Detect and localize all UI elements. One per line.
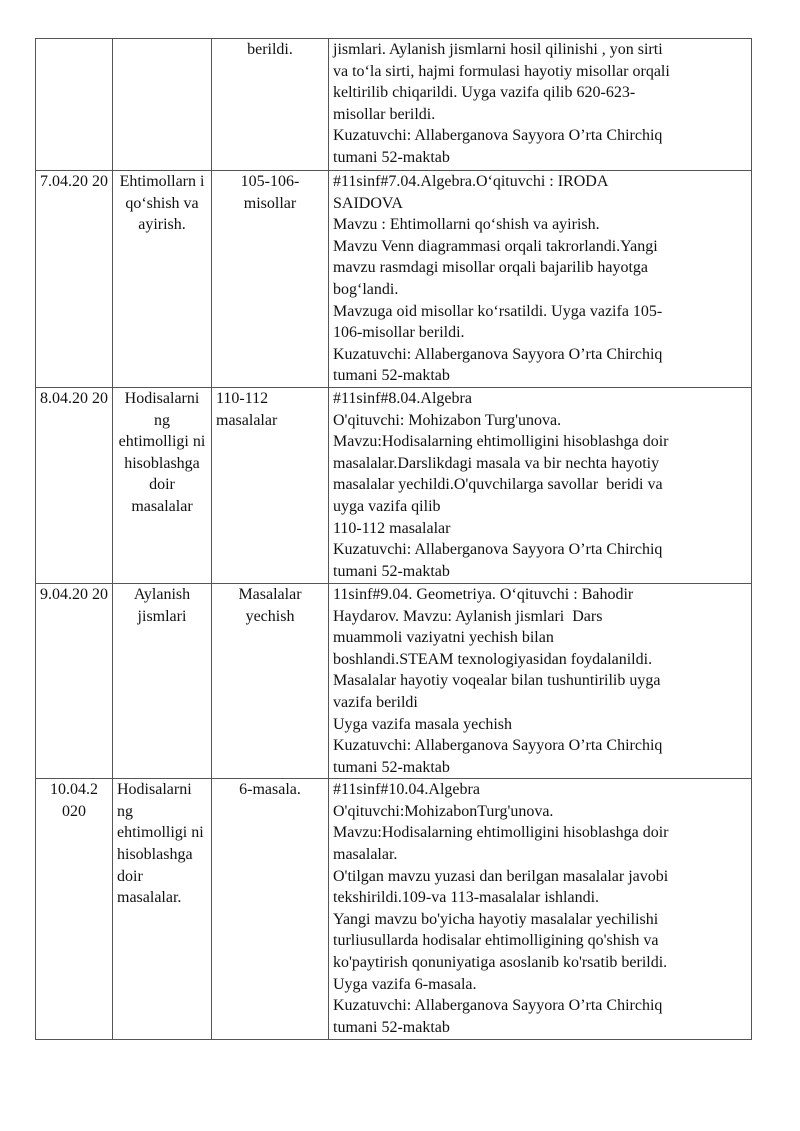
description-line: O'qituvchi:MohizabonTurg'unova. [333,802,554,820]
date-text: 10.04.2 020 [50,781,98,820]
task-cell [212,171,329,388]
description-cell [329,779,752,1040]
topic-cell [113,583,212,778]
date-cell [36,387,113,583]
description-line: masalalar yechildi.O'quvchilarga savollar beridi va [333,476,663,494]
task-cell [212,779,329,1040]
description-cell [329,171,752,388]
topic-cell [113,39,212,171]
description-line: turliusullarda hodisalar ehtimolligining qo'shish va [333,932,659,950]
description-line: masalalar. [333,846,398,864]
date-text: 7.04.20 20 [40,173,108,190]
description-line: 106-misollar berildi. [333,324,465,342]
observer-line: Kuzatuvchi: Allaberganova Sayyora O’rta Chirchiq [333,997,663,1015]
description-line: SAIDOVA [333,194,403,212]
description-line: boshlandi.STEAM texnologiyasidan foydalanildi. [333,650,653,668]
task-text: 6-masala. [239,781,301,799]
observer-line: Kuzatuvchi: Allaberganova Sayyora O’rta Chirchiq [333,345,663,363]
description-line: Mavzuga oid misollar ko‘rsatildi. Uyga vazifa 105- [333,302,663,320]
description-line: mavzu rasmdagi misollar orqali bajarilib hayotga [333,259,649,277]
description-line: tekshirildi.109-va 113-masalalar ishlandi. [333,889,600,907]
description-line: O'qituvchi: Mohizabon Turg'unova. [333,411,562,429]
lesson-report-table [35,38,752,1040]
description-line: keltirilib chiqarildi. Uyga vazifa qilib 620-623- [333,84,636,102]
description-line: uyga vazifa qilib [333,497,441,515]
description-line: #11sinf#8.04.Algebra [333,389,472,407]
description-line: Yangi mavzu bo'yicha hayotiy masalalar yechilishi [333,910,659,928]
date-text: 9.04.20 20 [40,585,108,603]
date-text: 8.04.20 20 [40,389,108,407]
topic-cell [113,387,212,583]
description-line: bog‘landi. [333,280,399,298]
task-text: berildi. [247,41,293,58]
description-cell [329,387,752,583]
description-line: O'tilgan mavzu yuzasi dan berilgan masalalar javobi [333,867,669,885]
table-row [36,583,752,778]
description-line: 110-112 masalalar [333,519,451,537]
description-line: Haydarov. Mavzu: Aylanish jismlari Dars [333,607,603,625]
topic-cell [113,171,212,388]
topic-text: Aylanish jismlari [133,585,191,625]
observer-line: Kuzatuvchi: Allaberganova Sayyora O’rta Chirchiq [333,541,663,559]
observer-line: tumani 52-maktab [333,367,450,385]
description-line: vazifa berildi [333,693,418,711]
table-row [36,779,752,1040]
description-line: 11sinf#9.04. Geometriya. O‘qituvchi : Bahodir [333,585,634,603]
table-row [36,39,752,171]
topic-text: Ehtimollarn i qo‘shish va ayirish. [119,173,205,234]
description-line: #11sinf#10.04.Algebra [333,781,480,799]
description-cell [329,39,752,171]
task-text: 105-106- misollar [240,173,300,212]
observer-line: tumani 52-maktab [333,562,450,580]
description-line: Uyga vazifa masala yechish [333,715,513,733]
date-cell [36,779,113,1040]
task-cell [212,387,329,583]
description-line: misollar berildi. [333,105,436,123]
description-line: Mavzu : Ehtimollarni qo‘shish va ayirish. [333,216,600,234]
description-line: Uyga vazifa 6-masala. [333,975,477,993]
topic-text: Hodisalarni ng ehtimolligi ni hisoblashga doir masalalar. [117,781,204,907]
task-text: 110-112 masalalar [216,389,278,429]
description-line: va to‘la sirti, hajmi formulasi hayotiy misollar orqali [333,62,670,80]
observer-line: tumani 52-maktab [333,148,450,166]
table-row [36,387,752,583]
description-line: Mavzu:Hodisalarning ehtimolligini hisoblashga doir [333,824,669,842]
table-row [36,171,752,388]
task-text: Masalalar yechish [238,585,302,625]
description-line: Mavzu Venn diagrammasi orqali takrorlandi.Yangi [333,237,658,255]
description-line: jismlari. Aylanish jismlarni hosil qilinishi , yon sirti [333,41,663,58]
observer-line: Kuzatuvchi: Allaberganova Sayyora O’rta Chirchiq [333,127,663,145]
task-cell [212,583,329,778]
date-cell [36,583,113,778]
description-cell [329,583,752,778]
date-cell [36,39,113,171]
description-line: Masalalar hayotiy voqealar bilan tushuntirilib uyga [333,672,661,690]
task-cell [212,39,329,171]
description-line: #11sinf#7.04.Algebra.O‘qituvchi : IRODA [333,173,609,190]
description-line: muammoli vaziyatni yechish bilan [333,629,554,647]
observer-line: tumani 52-maktab [333,1018,450,1036]
topic-text: Hodisalarni ng ehtimolligi ni hisoblashga doir masalalar [118,389,206,515]
observer-line: Kuzatuvchi: Allaberganova Sayyora O’rta Chirchiq [333,737,663,755]
description-line: Mavzu:Hodisalarning ehtimolligini hisoblashga doir [333,433,669,451]
description-line: masalalar.Darslikdagi masala va bir nechta hayotiy [333,454,660,472]
observer-line: tumani 52-maktab [333,758,450,776]
description-line: ko'paytirish qonuniyatiga asoslanib ko'rsatib berildi. [333,954,668,972]
date-cell [36,171,113,388]
topic-cell [113,779,212,1040]
